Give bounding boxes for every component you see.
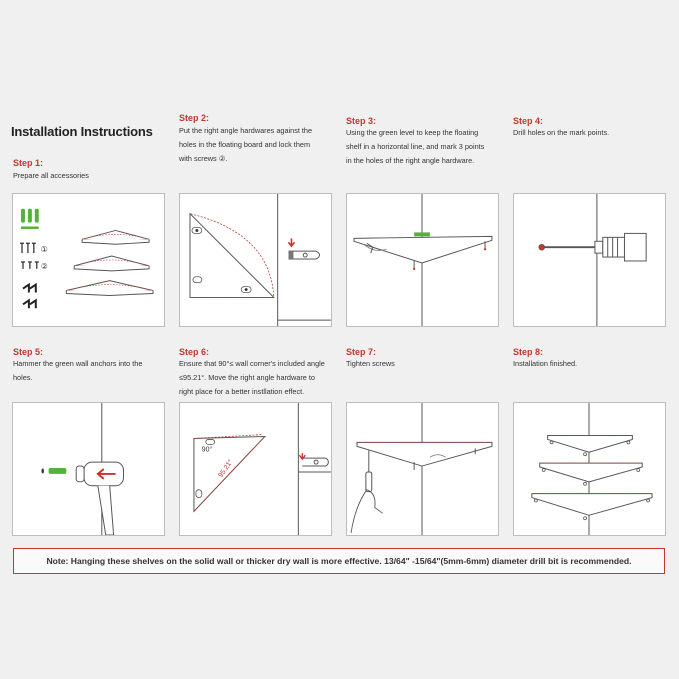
step-2-description: Put the right angle hardwares against the holes in the floating board and lock them with screws ②. — [179, 126, 313, 163]
step-1-label: Step 1: — [13, 158, 44, 168]
step-6-label: Step 6: — [179, 347, 210, 357]
shelf-boards-icon — [66, 230, 153, 295]
bracket-detail-icon — [299, 453, 328, 466]
brackets-icon — [23, 285, 36, 309]
step-3-label: Step 3: — [346, 116, 377, 126]
level-marking-illustration — [347, 194, 498, 326]
wall-anchor-icon — [49, 468, 67, 474]
step-8-panel — [513, 402, 666, 536]
hand-icon — [351, 490, 383, 533]
note-text: Note: Hanging these shelves on the solid wall or thicker dry wall is more effective. 13/64" -15/64"(5mm-6mm) diameter drill bit is recommended. — [46, 556, 632, 566]
drilling-illustration — [514, 194, 665, 326]
step-3-description: Using the green level to keep the floating shelf in a horizontal line, and mark 3 points in the holes of the right angle hardware. — [346, 128, 485, 165]
page-title: Installation Instructions — [11, 124, 153, 139]
screws-icon — [20, 243, 39, 269]
level-icon — [414, 232, 430, 236]
step-3-panel — [346, 193, 499, 327]
step-5-label: Step 5: — [13, 347, 44, 357]
step-8-label: Step 8: — [513, 347, 544, 357]
step-7-label: Step 7: — [346, 347, 377, 357]
arrow-down-icon — [289, 238, 295, 246]
step-2-panel — [179, 193, 332, 327]
step-7-panel — [346, 402, 499, 536]
angle-max-label: 95.21° — [217, 458, 235, 480]
step-4-description: Drill holes on the mark points. — [513, 128, 610, 137]
screwdriver-icon — [366, 450, 372, 491]
step-7-description: Tighten screws — [346, 359, 395, 368]
step-5-panel — [12, 402, 165, 536]
step-5-description: Hammer the green wall anchors into the holes. — [13, 359, 143, 382]
step-6-description: Ensure that 90°≤ wall corner's included angle ≤95.21°. Move the right angle hardware to right place for a better instllation effect. — [179, 359, 325, 396]
note-banner — [13, 548, 665, 574]
step-1-description: Prepare all accessories — [13, 171, 89, 180]
callout-1: ① — [40, 245, 48, 255]
angle-min-label: 90° — [201, 446, 213, 454]
angle-check-illustration — [180, 403, 331, 535]
bracket-attach-illustration — [180, 194, 331, 326]
step-1-panel — [12, 193, 165, 327]
accessories-illustration — [13, 194, 164, 326]
bracket-detail-icon — [289, 238, 320, 259]
step-4-label: Step 4: — [513, 116, 544, 126]
step-4-panel — [513, 193, 666, 327]
wall-anchors-icon — [21, 209, 39, 229]
step-6-panel — [179, 402, 332, 536]
tighten-screws-illustration — [347, 403, 498, 535]
hammering-illustration — [13, 403, 164, 535]
step-2-label: Step 2: — [179, 113, 210, 123]
step-8-description: Installation finished. — [513, 359, 578, 368]
drill-icon — [595, 233, 646, 261]
callout-2: ② — [40, 261, 48, 271]
finished-shelves-illustration — [514, 403, 665, 535]
